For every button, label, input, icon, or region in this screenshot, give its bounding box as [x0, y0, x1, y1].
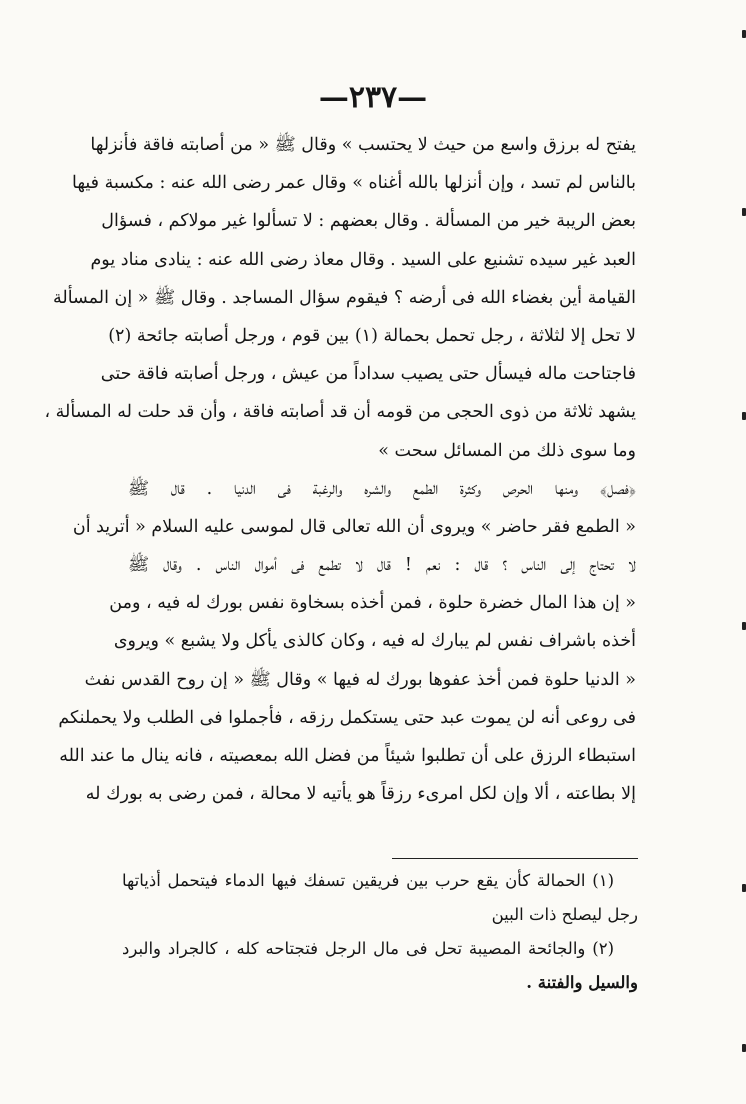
- binding-mark: [742, 208, 746, 216]
- footnote-line: (٢) والجائحة المصيبة تحل فى مال الرجل فتجتاحه كله ، كالجراد والبرد: [122, 939, 614, 958]
- section-heading-line: ﴿فصل﴾ ومنها الحرص وكثرة الطمع والشره والرغبة فى الدنيا . قال ﷺ: [128, 478, 636, 499]
- page-number: —٢٣٧—: [318, 80, 428, 115]
- text-line: لا تحل إلا لثلاثة ، رجل تحمل بحمالة (١) بين قوم ، ورجل أصابته جائحة (٢): [108, 325, 636, 346]
- footnote-line: رجل ليصلح ذات البين: [491, 905, 638, 924]
- text-line: « إن هذا المال خضرة حلوة ، فمن أخذه بسخاوة نفس بورك له فيه ، ومن: [109, 593, 636, 614]
- binding-mark: [742, 30, 746, 38]
- text-line: بالناس لم تسد ، وإن أنزلها بالله أغناه » وقال عمر رضى الله عنه : مكسبة فيها: [71, 173, 636, 194]
- binding-mark: [742, 884, 746, 892]
- footnotes: [122, 864, 638, 1000]
- footnote-divider: [392, 858, 638, 859]
- text-line: فى روعى أنه لن يموت عبد حتى يستكمل رزقه ، فأجملوا فى الطلب ولا يحملنكم: [58, 707, 636, 728]
- text-line: القيامة أين بغضاء الله فى أرضه ؟ فيقوم سؤال المساجد . وقال ﷺ « إن المسألة: [53, 287, 636, 308]
- footnote-line: والسيل والفتنة .: [526, 973, 638, 992]
- text-line: إلا بطاعته ، ألا وإن لكل امرىء رزقاً هو يأتيه لا محالة ، فمن رضى به بورك له: [85, 784, 636, 805]
- text-line: « الطمع فقر حاضر » ويروى أن الله تعالى قال لموسى عليه السلام « أتريد أن: [72, 516, 636, 537]
- text-line: فاجتاحت ماله فيسأل حتى يصيب سداداً من عيش ، ورجل أصابته فاقة حتى: [100, 364, 636, 385]
- binding-mark: [742, 412, 746, 420]
- binding-mark: [742, 622, 746, 630]
- text-line: بعض الريبة خير من المسألة . وقال بعضهم : لا تسألوا غير مولاكم ، فسؤال: [101, 211, 636, 232]
- main-text: [44, 126, 636, 813]
- binding-mark: [742, 1044, 746, 1052]
- footnote-line: (١) الحمالة كأن يقع حرب بين فريقين تسفك فيها الدماء فيتحمل أذياتها: [122, 871, 614, 890]
- text-line: وما سوى ذلك من المسائل سحت »: [378, 440, 636, 461]
- text-line: لا تحتاج إلى الناس ؟ قال : نعم ! قال لا تطمع فى أموال الناس . وقال ﷺ: [128, 555, 636, 576]
- text-line: يفتح له برزق واسع من حيث لا يحتسب » وقال ﷺ « من أصابته فاقة فأنزلها: [90, 135, 636, 155]
- text-line: استبطاء الرزق على أن تطلبوا شيئاً من فضل الله بمعصيته ، فانه ينال ما عند الله: [59, 746, 636, 766]
- text-line: أخذه باشراف نفس لم يبارك له فيه ، وكان كالذى يأكل ولا يشبع » ويروى: [113, 631, 636, 652]
- text-line: العبد غير سيده تشنيع على السيد . وقال معاذ رضى الله عنه : ينادى مناد يوم: [90, 249, 636, 270]
- text-line: « الدنيا حلوة فمن أخذ عفوها بورك له فيها » وقال ﷺ « إن روح القدس نفث: [84, 669, 636, 690]
- text-line: يشهد ثلاثة من ذوى الحجى من قومه أن قد أصابته فاقة ، وأن قد حلت له المسألة ،: [44, 402, 636, 423]
